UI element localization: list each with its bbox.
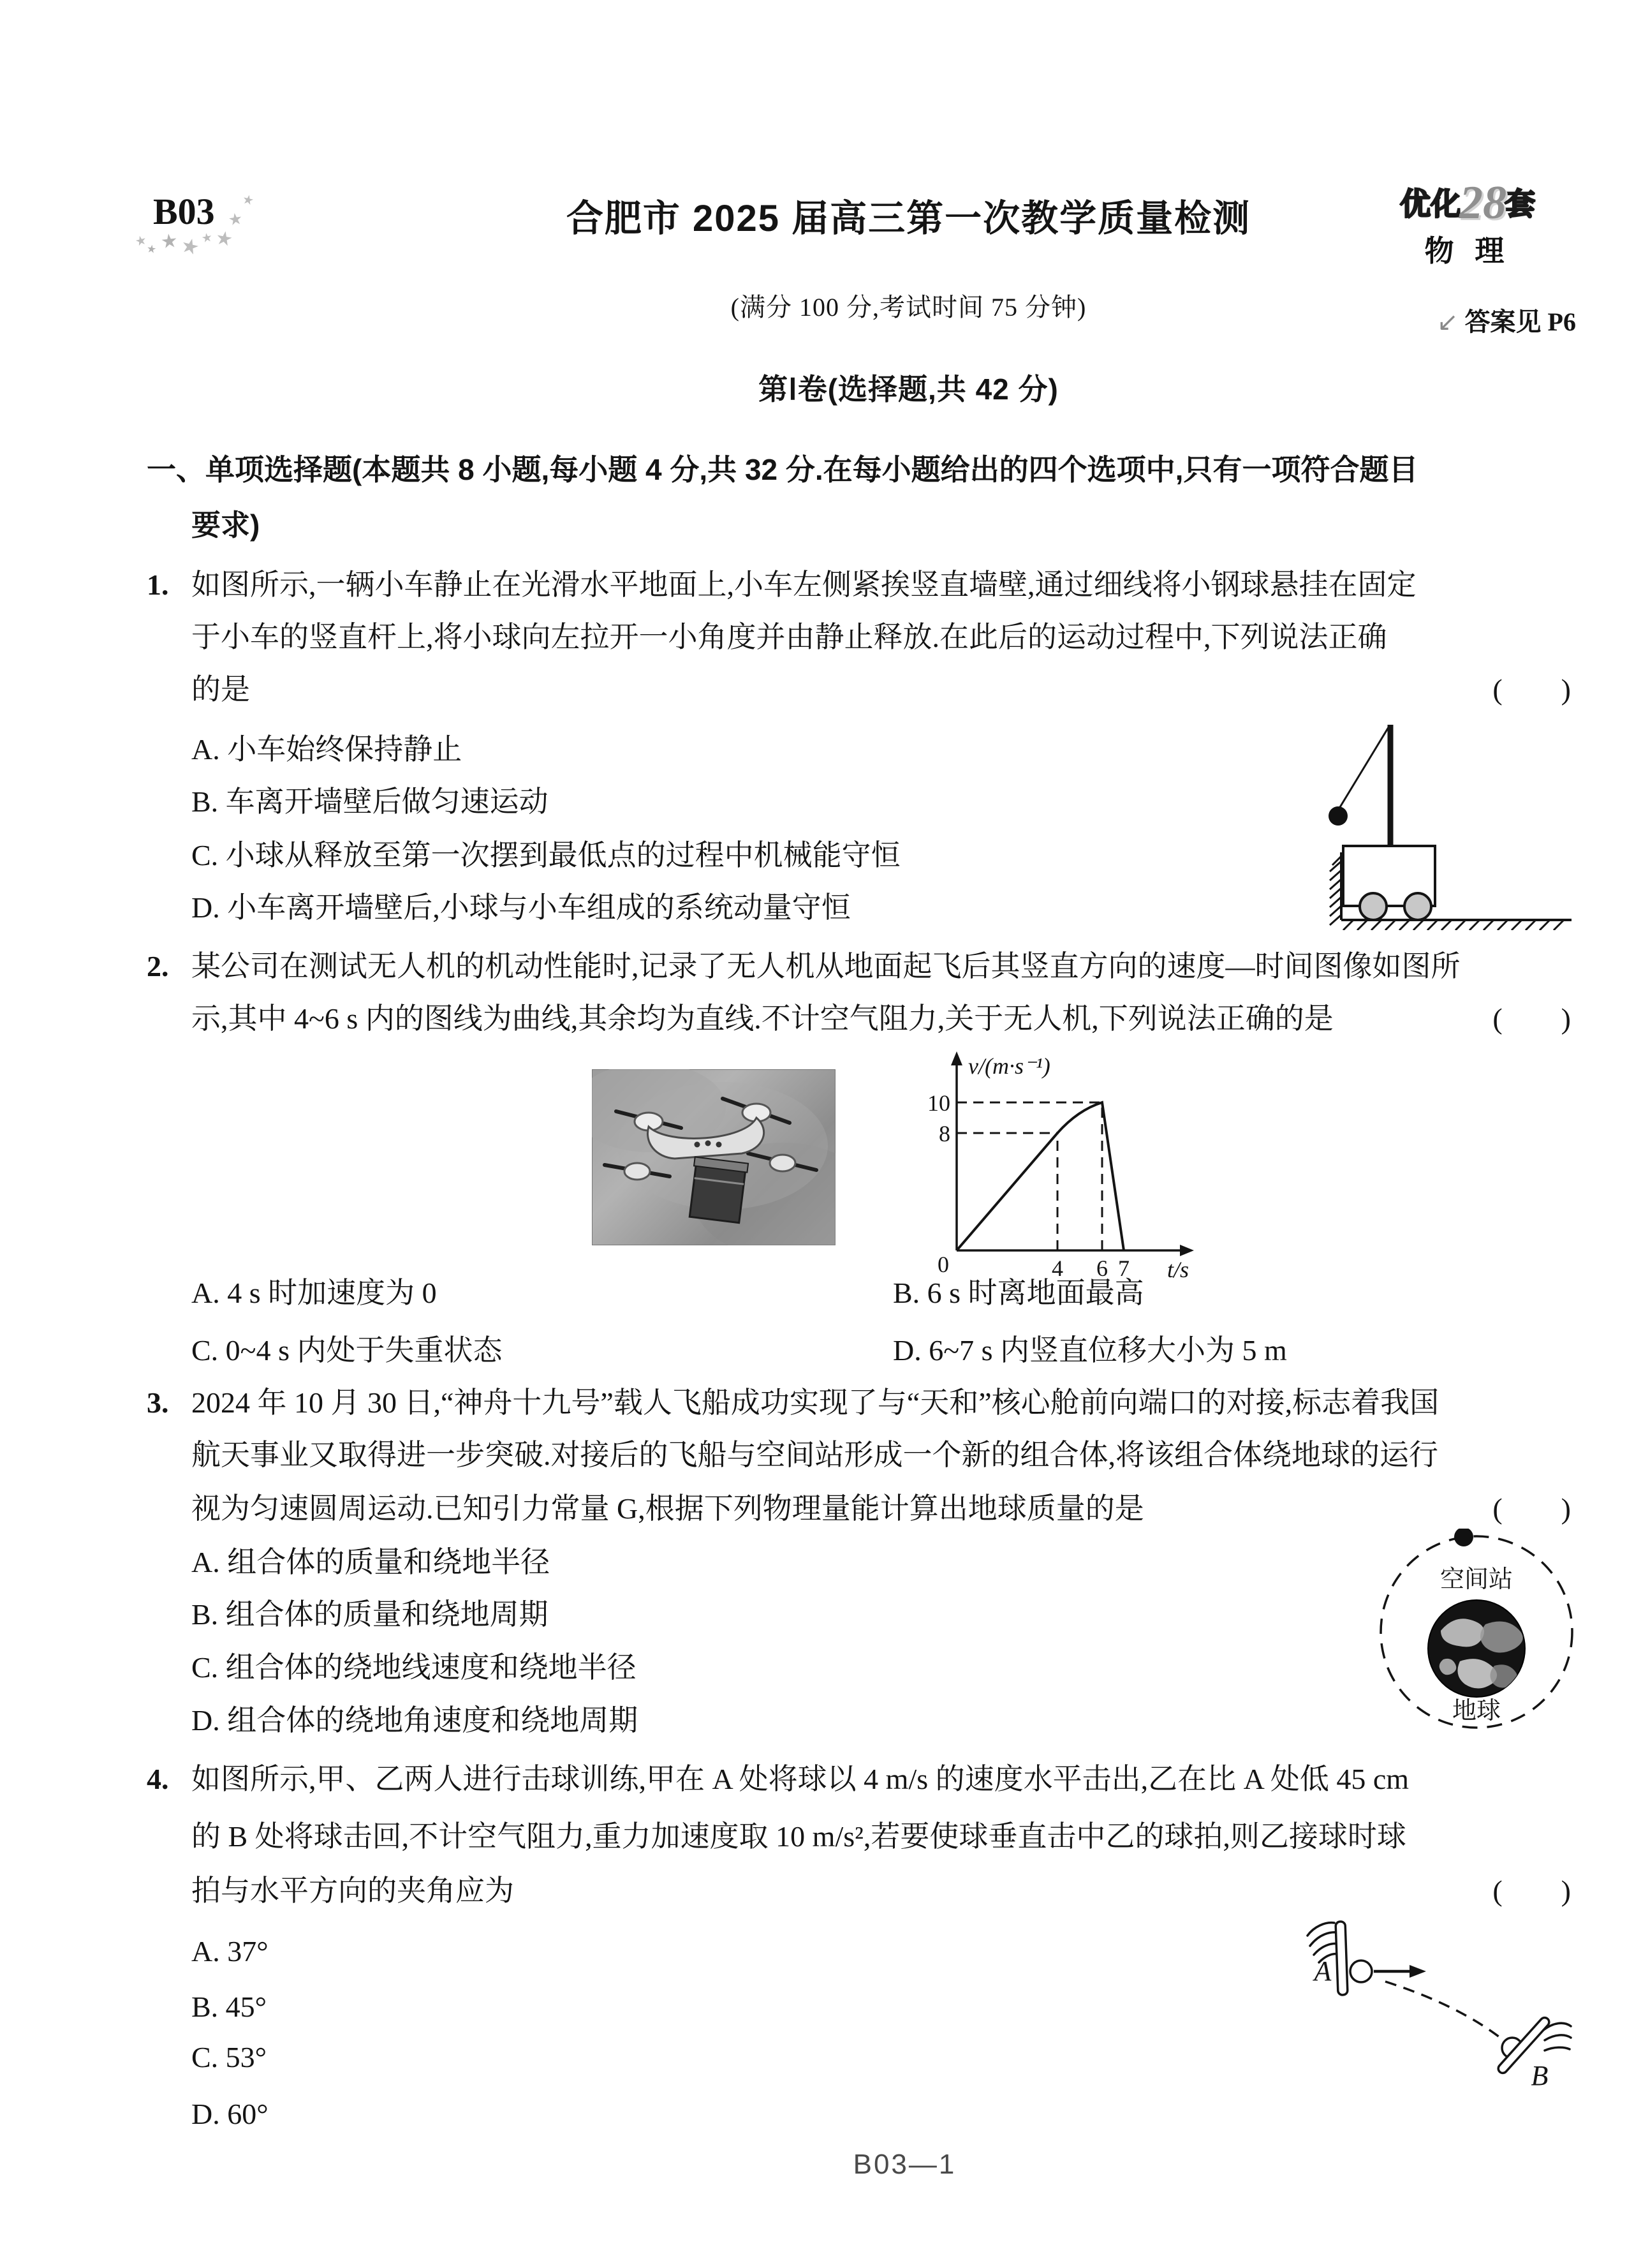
option-item: A. 4 s 时加速度为 0 [191, 1277, 437, 1309]
drone-detail-dot [695, 1142, 700, 1148]
x-axis-label: t/s [1167, 1257, 1189, 1282]
space-station-label: 空间站 [1439, 1566, 1513, 1593]
question-text-line: 2024 年 10 月 30 日,“神舟十九号”载人飞船成功实现了与“天和”核心舱前向端口的对接,标志着我国 [191, 1386, 1439, 1419]
answer-bracket: ( ) [1492, 673, 1571, 706]
star-icon: ★ [179, 233, 202, 260]
exam-subtitle: (满分 100 分,考试时间 75 分钟) [730, 293, 1087, 322]
instruction-line: 要求) [191, 508, 260, 542]
option-item: C. 小球从释放至第一次摆到最低点的过程中机械能守恒 [191, 839, 901, 871]
answer-bracket: ( ) [1492, 1492, 1571, 1525]
x-tick-label: 4 [1052, 1256, 1063, 1281]
brand-line [1359, 172, 1576, 229]
origin-label: 0 [938, 1252, 949, 1277]
star-icon: ★ [227, 210, 244, 230]
option-item: C. 0~4 s 内处于失重状态 [191, 1334, 503, 1367]
trajectory-dashed [1385, 1982, 1505, 2042]
question-text-line: 如图所示,甲、乙两人进行击球训练,甲在 A 处将球以 4 m/s 的速度水平击出,乙在比 A 处低 45 cm [191, 1763, 1410, 1795]
figure-ball-training [1290, 1896, 1573, 2107]
question-text-line: 于小车的竖直杆上,将小球向左拉开一小角度并由静止释放.在此后的运动过程中,下列说法正确 [191, 621, 1387, 653]
question-text-line: 的是 [191, 673, 250, 706]
y-tick-label: 8 [939, 1121, 950, 1146]
brand-left: 优化 [1399, 188, 1461, 221]
velocity-curve [957, 1102, 1124, 1250]
drone-illustration [592, 1069, 836, 1245]
velocity-time-graph [917, 1039, 1201, 1284]
figure-cart-pendulum [1306, 700, 1574, 930]
brand-right: 套 [1505, 188, 1536, 221]
question-text-line: 的 B 处将球击回,不计空气阻力,重力加速度取 10 m/s²,若要使球垂直击中乙的球拍,则乙接球时球 [191, 1820, 1406, 1853]
x-tick-label: 7 [1118, 1256, 1130, 1281]
option-item: A. 小车始终保持静止 [191, 733, 462, 766]
down-left-arrow-icon: ↙ [1437, 308, 1459, 336]
option-item: A. 组合体的质量和绕地半径 [191, 1546, 550, 1578]
hand-b [1543, 2023, 1571, 2050]
star-icon: ★ [200, 230, 214, 246]
question-text-line: 航天事业又取得进一步突破.对接后的飞船与空间站形成一个新的组合体,将该组合体绕地球的运行 [191, 1439, 1438, 1471]
exam-code: B03 [153, 191, 215, 232]
rotor-pod [624, 1163, 650, 1180]
question-text-line: 如图所示,一辆小车静止在光滑水平地面上,小车左侧紧挨竖直墙壁,通过细线将小钢球悬挂在固定 [191, 568, 1417, 601]
cart-wheel [1360, 893, 1387, 920]
star-icon: ★ [133, 233, 149, 249]
y-axis-label: v/(m·s⁻¹) [968, 1053, 1050, 1079]
space-station-dot [1454, 1529, 1473, 1546]
question-text-line: 示,其中 4~6 s 内的图线为曲线,其余均为直线.不计空气阻力,关于无人机,下列说法正确的是 [191, 1002, 1334, 1035]
x-tick-label: 6 [1096, 1256, 1108, 1281]
star-icon: ★ [145, 242, 158, 256]
option-item: B. 组合体的质量和绕地周期 [191, 1598, 548, 1631]
question-number: 1. [147, 568, 169, 601]
option-item: C. 组合体的绕地线速度和绕地半径 [191, 1651, 637, 1684]
wall-hatching [1330, 856, 1341, 925]
point-b-label: B [1531, 2060, 1549, 2091]
ball-at-a [1350, 1960, 1372, 1982]
question-text-line: 视为匀速圆周运动.已知引力常量 G,根据下列物理量能计算出地球质量的是 [191, 1492, 1144, 1525]
pendulum-ball [1329, 806, 1348, 826]
earth-label: 地球 [1452, 1698, 1501, 1724]
subject-label: 物 理 [1424, 234, 1511, 267]
point-a-label: A [1314, 1955, 1332, 1987]
section-title: 第Ⅰ卷(选择题,共 42 分) [758, 373, 1059, 406]
option-item: B. 车离开墙壁后做匀速运动 [191, 785, 548, 818]
question-number: 3. [147, 1386, 169, 1419]
option-item: C. 53° [191, 2041, 267, 2073]
answer-reference-text: 答案见 P6 [1464, 308, 1576, 336]
y-tick-label: 10 [927, 1090, 950, 1116]
rotor-pod [770, 1155, 795, 1171]
y-axis-arrow-icon [951, 1051, 962, 1065]
option-item: D. 组合体的绕地角速度和绕地周期 [191, 1704, 638, 1737]
page-title: 合肥市 2025 届高三第一次教学质量检测 [566, 198, 1251, 239]
x-axis-arrow-icon [1180, 1245, 1194, 1256]
star-icon: ★ [240, 192, 256, 209]
answer-bracket: ( ) [1492, 1002, 1571, 1035]
instruction-line: 一、单项选择题(本题共 8 小题,每小题 4 分,共 32 分.在每小题给出的四个选项中,只有一项符合题目 [147, 453, 1418, 486]
question-number: 4. [147, 1763, 169, 1795]
drone-detail-dot [705, 1141, 711, 1146]
option-item: D. 小车离开墙壁后,小球与小车组成的系统动量守恒 [191, 891, 851, 924]
drone-photo [592, 1069, 836, 1245]
question-number: 2. [147, 950, 169, 982]
racket-a [1336, 1922, 1348, 1995]
option-item: A. 37° [191, 1935, 269, 1968]
question-text-line: 某公司在测试无人机的机动性能时,记录了无人机从地面起飞后其竖直方向的速度—时间图像如图所 [191, 950, 1461, 982]
star-icon: ★ [159, 230, 179, 253]
ground-hatching [1343, 920, 1564, 930]
cart-wheel [1404, 893, 1431, 920]
pendulum-string [1338, 727, 1388, 810]
option-item: D. 6~7 s 内竖直位移大小为 5 m [893, 1334, 1287, 1367]
dashed-guides [957, 1102, 1102, 1250]
question-text-line: 拍与水平方向的夹角应为 [191, 1874, 514, 1907]
star-icon: ★ [214, 226, 235, 251]
drone-detail-dot [716, 1142, 722, 1148]
option-item: D. 60° [191, 2098, 269, 2130]
option-item: B. 6 s 时离地面最高 [893, 1277, 1144, 1309]
velocity-arrow-head-icon [1410, 1965, 1426, 1978]
option-item: B. 45° [191, 1990, 267, 2023]
package [688, 1157, 748, 1224]
figure-earth-orbit [1367, 1529, 1587, 1742]
brand-number: 28 [1459, 177, 1506, 229]
answer-bracket: ( ) [1492, 1874, 1571, 1907]
page-footer: B03—1 [853, 2149, 957, 2180]
